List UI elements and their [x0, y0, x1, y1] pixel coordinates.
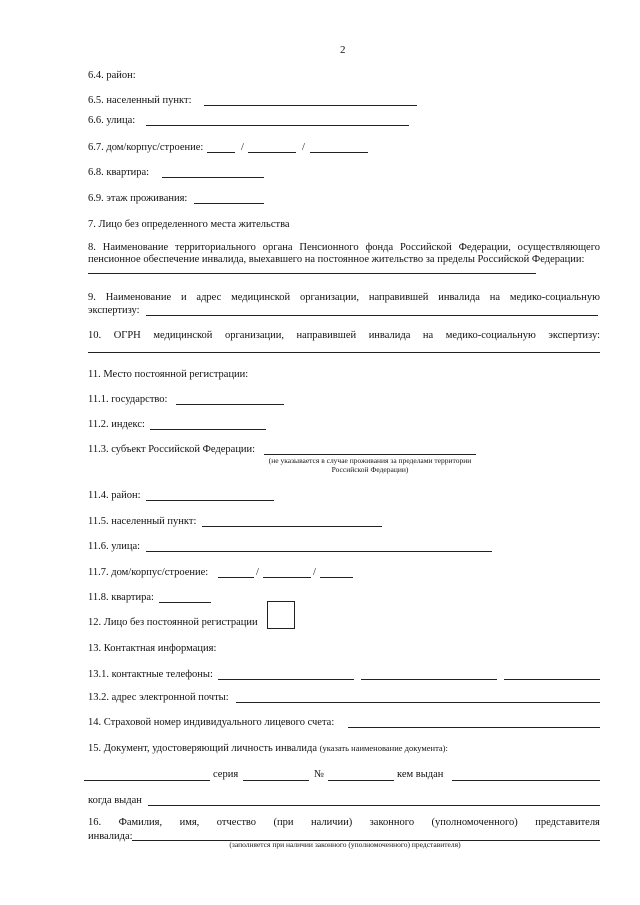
label-homeless: 7. Лицо без определенного места жительства — [88, 219, 290, 230]
label-phones: 13.1. контактные телефоны: — [88, 669, 213, 680]
snils-field[interactable] — [348, 727, 600, 728]
label-reg-district: 11.4. район: — [88, 490, 141, 501]
structure-field[interactable] — [310, 152, 368, 153]
representative-note: (заполняется при наличии законного (уполномоченного) представителя) — [229, 840, 461, 849]
label-reg-apartment: 11.8. квартира: — [88, 592, 154, 603]
page-number: 2 — [340, 44, 346, 56]
label-apartment: 6.8. квартира: — [88, 167, 150, 178]
building-field[interactable] — [248, 152, 296, 153]
label-reg-settlement: 11.5. населенный пункт: — [88, 516, 197, 527]
issued-by-field[interactable] — [452, 780, 600, 781]
label-settlement: 6.5. населенный пункт: — [88, 95, 192, 106]
reg-district-field[interactable] — [146, 500, 274, 501]
label-issued-when: когда выдан — [88, 795, 142, 806]
email-field[interactable] — [236, 702, 600, 703]
label-floor: 6.9. этаж проживания: — [88, 193, 188, 204]
label-number: № — [314, 769, 325, 780]
settlement-field[interactable] — [204, 105, 417, 106]
label-house: 6.7. дом/корпус/строение: — [88, 142, 204, 153]
federal-subject-note: (не указывается в случае проживания за пределами территории Российской Федерации) — [268, 456, 472, 474]
label-representative: 16. Фамилия, имя, отчество (при наличии) законного (уполномоченного) представителя — [88, 817, 600, 828]
label-email: 13.2. адрес электронной почты: — [88, 692, 229, 703]
label-district: 6.4. район: — [88, 70, 136, 81]
label-street: 6.6. улица: — [88, 115, 136, 126]
medical-org-field[interactable] — [146, 315, 598, 316]
reg-settlement-field[interactable] — [202, 526, 382, 527]
series-field[interactable] — [243, 780, 309, 781]
phone-field-3[interactable] — [504, 679, 600, 680]
no-registration-checkbox[interactable] — [267, 601, 295, 629]
id-document-note: (указать наименование документа): — [319, 743, 448, 753]
label-ogrn: 10. ОГРН медицинской организации, направившей инвалида на медико-социальную экспертизу: — [88, 330, 600, 341]
label-postcode: 11.2. индекс: — [88, 419, 145, 430]
street-field[interactable] — [146, 125, 409, 126]
label-reg-street: 11.6. улица: — [88, 541, 141, 552]
form-page: 2 6.4. район: 6.5. населенный пункт: 6.6. улица: 6.7. дом/корпус/строение: / / 6.8. квартира: 6.9. этаж проживания: 7. Лицо без определенного места жительства 8. Наименование территориального органа Пенсионного фонда Российской Федерации, осуществляющего пенсионное обеспечение инвалида, выехавшего на постоянное жительство за пределы Российской Федерации: 9. Наименование и адрес медицинской организации, направившей инвалида на медико-социальную экспертизу: 10. ОГРН медицинской организации, направившей инвалида на медико-социальную экспертизу: 11. Место постоянной регистрации: 11.1. государство: 11.2. индекс: 11.3. субъект Российской Федерации: (не указывается в случае проживания за пределами территории Российской Федерации) 11.4. район: 11.5. населенный пункт: 11.6. улица: 11.7. дом/корпус/строение: / / 11.8. квартира: 12. Лицо без постоянной регистрации 13. Контактная информация: 13.1. контактные телефоны: 13.2. адрес электронной почты: 14. Страховой номер индивидуального лицевого счета: 15. Документ, удостоверяющий личность инвалида (указать наименование документа): серия № кем выдан когда выдан 16. Фамилия, имя, отчество (при наличии) законного (уполномоченного) представителя инвалида: (заполняется при наличии законного (уполномоченного) представителя) — [0, 0, 640, 905]
country-field[interactable] — [176, 404, 284, 405]
label-registration: 11. Место постоянной регистрации: — [88, 369, 249, 380]
federal-subject-field[interactable] — [264, 454, 476, 455]
number-field[interactable] — [328, 780, 394, 781]
issued-when-field[interactable] — [148, 805, 600, 806]
label-medical-org-cont: экспертизу: — [88, 305, 140, 316]
label-contact-info: 13. Контактная информация: — [88, 643, 217, 654]
label-medical-org: 9. Наименование и адрес медицинской организации, направившей инвалида на медико-социальную — [88, 292, 600, 303]
house-field[interactable] — [207, 152, 235, 153]
label-reg-house: 11.7. дом/корпус/строение: — [88, 567, 209, 578]
label-no-registration: 12. Лицо без постоянной регистрации — [88, 617, 258, 628]
reg-building-field[interactable] — [263, 577, 311, 578]
label-representative-cont: инвалида: — [88, 831, 133, 842]
pension-fund-field[interactable] — [88, 273, 536, 274]
postcode-field[interactable] — [150, 429, 266, 430]
floor-field[interactable] — [194, 203, 264, 204]
phone-field-2[interactable] — [361, 679, 497, 680]
label-pension-fund: 8. Наименование территориального органа Пенсионного фонда Российской Федерации, осуществляющего — [88, 242, 600, 253]
label-country: 11.1. государство: — [88, 394, 168, 405]
apartment-field[interactable] — [162, 177, 264, 178]
label-federal-subject: 11.3. субъект Российской Федерации: — [88, 444, 256, 455]
phone-field-1[interactable] — [218, 679, 354, 680]
label-id-document: 15. Документ, удостоверяющий личность инвалида (указать наименование документа): — [88, 743, 448, 754]
label-snils: 14. Страховой номер индивидуального лицевого счета: — [88, 717, 335, 728]
label-pension-fund-cont: пенсионное обеспечение инвалида, выехавшего на постоянное жительство за пределы Российской Федерации: — [88, 254, 585, 265]
reg-structure-field[interactable] — [320, 577, 353, 578]
reg-apartment-field[interactable] — [159, 602, 211, 603]
label-series: серия — [213, 769, 239, 780]
label-issued-by: кем выдан — [397, 769, 444, 780]
id-document-name-field[interactable] — [84, 780, 210, 781]
ogrn-field[interactable] — [88, 352, 600, 353]
reg-street-field[interactable] — [146, 551, 492, 552]
reg-house-field[interactable] — [218, 577, 254, 578]
